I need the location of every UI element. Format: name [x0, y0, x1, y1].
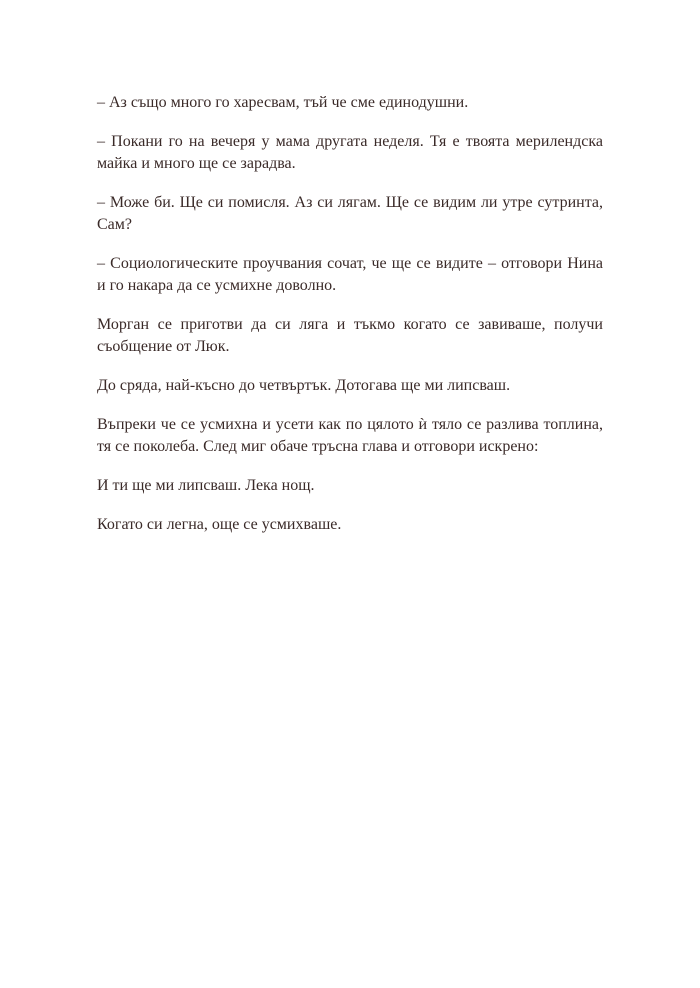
paragraph-5: Морган се приготви да си ляга и тъкмо когато се завиваше, получи съобщение от Люк. [97, 316, 603, 355]
paragraph-7: Въпреки че се усмихна и усети как по цялото ѝ тяло се разлива топлина, тя се поколеба. След миг обаче тръсна глава и отговори искрено: [97, 416, 603, 455]
paragraph-4: – Социологическите проучвания сочат, че ще се видите – отговори Нина и го накара да се усмихне доволно. [97, 255, 603, 294]
paragraph-3: – Може би. Ще си помисля. Аз си лягам. Ще се видим ли утре сутринта, Сам? [97, 194, 603, 233]
paragraph-1: – Аз също много го харесвам, тъй че сме единодушни. [97, 94, 469, 111]
paragraph-6: До сряда, най-късно до четвъртък. Дотогава ще ми липсваш. [97, 377, 511, 394]
paragraph-9: Когато си легна, още се усмихваше. [97, 516, 342, 533]
document-body [97, 92, 603, 553]
paragraph-8: И ти ще ми липсваш. Лека нощ. [97, 477, 315, 494]
paragraph-2: – Покани го на вечеря у мама другата неделя. Тя е твоята мерилендска майка и много ще се зарадва. [97, 133, 603, 172]
